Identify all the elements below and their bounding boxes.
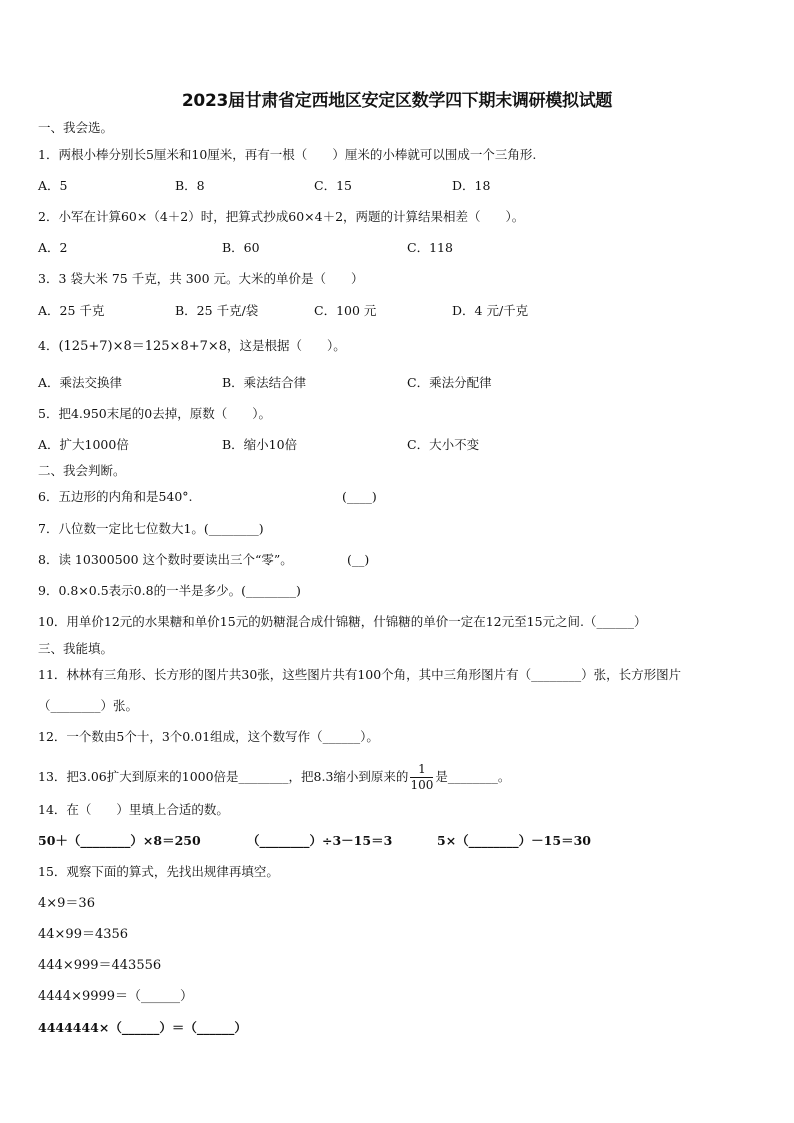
q5-option-c[interactable]: C．大小不变 <box>407 437 480 452</box>
question-6: 6．五边形的内角和是540°. <box>38 489 193 504</box>
section-heading-choice: 一、我会选。 <box>38 120 114 135</box>
question-15: 15．观察下面的算式，先找出规律再填空。 <box>38 864 279 879</box>
q3-option-a[interactable]: A．25 千克 <box>38 303 105 318</box>
q14-equation-1[interactable]: 50＋（________）×8＝250 <box>38 833 201 848</box>
question-4-tail: ，这是根据（ ）。 <box>227 338 346 353</box>
fraction-denominator: 100 <box>410 778 434 792</box>
q15-pattern-line-1: 4×9＝36 <box>38 896 95 911</box>
question-4 <box>38 337 346 356</box>
question-14: 14．在（ ）里填上合适的数。 <box>38 802 229 817</box>
question-4-number: 4． <box>38 338 59 353</box>
question-8-blank[interactable]: (__) <box>347 552 370 567</box>
question-4-formula: (125+7)×8＝125×8+7×8 <box>58 339 228 354</box>
q4-option-a[interactable]: A．乘法交换律 <box>38 375 123 390</box>
question-9: 9．0.8×0.5表示0.8的一半是多少。(________) <box>38 583 301 598</box>
q5-option-b[interactable]: B．缩小10倍 <box>222 437 298 452</box>
section-heading-judge: 二、我会判断。 <box>38 463 126 478</box>
fraction-numerator: 1 <box>410 762 433 778</box>
question-1: 1．两根小棒分别长5厘米和10厘米，再有一根（ ）厘米的小棒就可以围成一个三角形. <box>38 147 537 162</box>
page-title: 2023届甘肃省定西地区安定区数学四下期末调研模拟试题 <box>181 91 613 111</box>
q15-pattern-line-3: 444×999＝443556 <box>38 958 162 973</box>
q14-equation-2[interactable]: （________）÷3－15＝3 <box>247 833 393 848</box>
question-10: 10．用单价12元的水果糖和单价15元的奶糖混合成什锦糖，什锦糖的单价一定在12元至15元之间.（______） <box>38 614 647 629</box>
q1-option-c[interactable]: C．15 <box>314 178 352 193</box>
question-12: 12．一个数由5个十，3个0.01组成，这个数写作（______）。 <box>38 729 379 744</box>
q3-option-c[interactable]: C．100 元 <box>314 303 377 318</box>
question-3: 3．3 袋大米 75 千克，共 300 元。大米的单价是（ ） <box>38 271 364 286</box>
question-13 <box>38 760 510 794</box>
question-8: 8．读 10300500 这个数时要读出三个“零”。 <box>38 552 293 567</box>
q15-pattern-line-5[interactable]: 4444444×（______）＝（______） <box>38 1020 247 1035</box>
q4-option-b[interactable]: B．乘法结合律 <box>222 375 307 390</box>
q5-option-a[interactable]: A．扩大1000倍 <box>38 437 129 452</box>
section-heading-fill: 三、我能填。 <box>38 641 114 656</box>
q2-option-a[interactable]: A．2 <box>38 240 68 255</box>
q14-equation-3[interactable]: 5×（________）－15＝30 <box>437 833 591 848</box>
question-13-part-2: 是________。 <box>435 769 511 784</box>
question-7: 7．八位数一定比七位数大1。(________) <box>38 521 264 536</box>
q4-option-c[interactable]: C．乘法分配律 <box>407 375 492 390</box>
question-13-part-1: 13．把3.06扩大到原来的1000倍是________，把8.3缩小到原来的 <box>38 769 409 784</box>
q15-pattern-line-4[interactable]: 4444×9999＝（______） <box>38 989 194 1004</box>
question-6-blank[interactable]: (____) <box>342 489 377 504</box>
question-11-line-1: 11．林林有三角形、长方形的图片共30张，这些图片共有100个角，其中三角形图片有（________）张，长方形图片 <box>38 667 682 682</box>
q1-option-b[interactable]: B．8 <box>175 178 205 193</box>
fraction-1-over-100 <box>410 762 433 793</box>
question-5: 5．把4.950末尾的0去掉，原数（ ）。 <box>38 406 271 421</box>
q2-option-b[interactable]: B．60 <box>222 240 260 255</box>
q2-option-c[interactable]: C．118 <box>407 240 453 255</box>
q1-option-d[interactable]: D．18 <box>452 178 491 193</box>
q3-option-d[interactable]: D．4 元/千克 <box>452 303 529 318</box>
q15-pattern-line-2: 44×99＝4356 <box>38 927 129 942</box>
q3-option-b[interactable]: B．25 千克/袋 <box>175 303 259 318</box>
question-11-line-2: （________）张。 <box>38 698 139 713</box>
q1-option-a[interactable]: A．5 <box>38 178 68 193</box>
question-2: 2．小军在计算60×（4＋2）时，把算式抄成60×4＋2，两题的计算结果相差（ ）。 <box>38 209 525 224</box>
